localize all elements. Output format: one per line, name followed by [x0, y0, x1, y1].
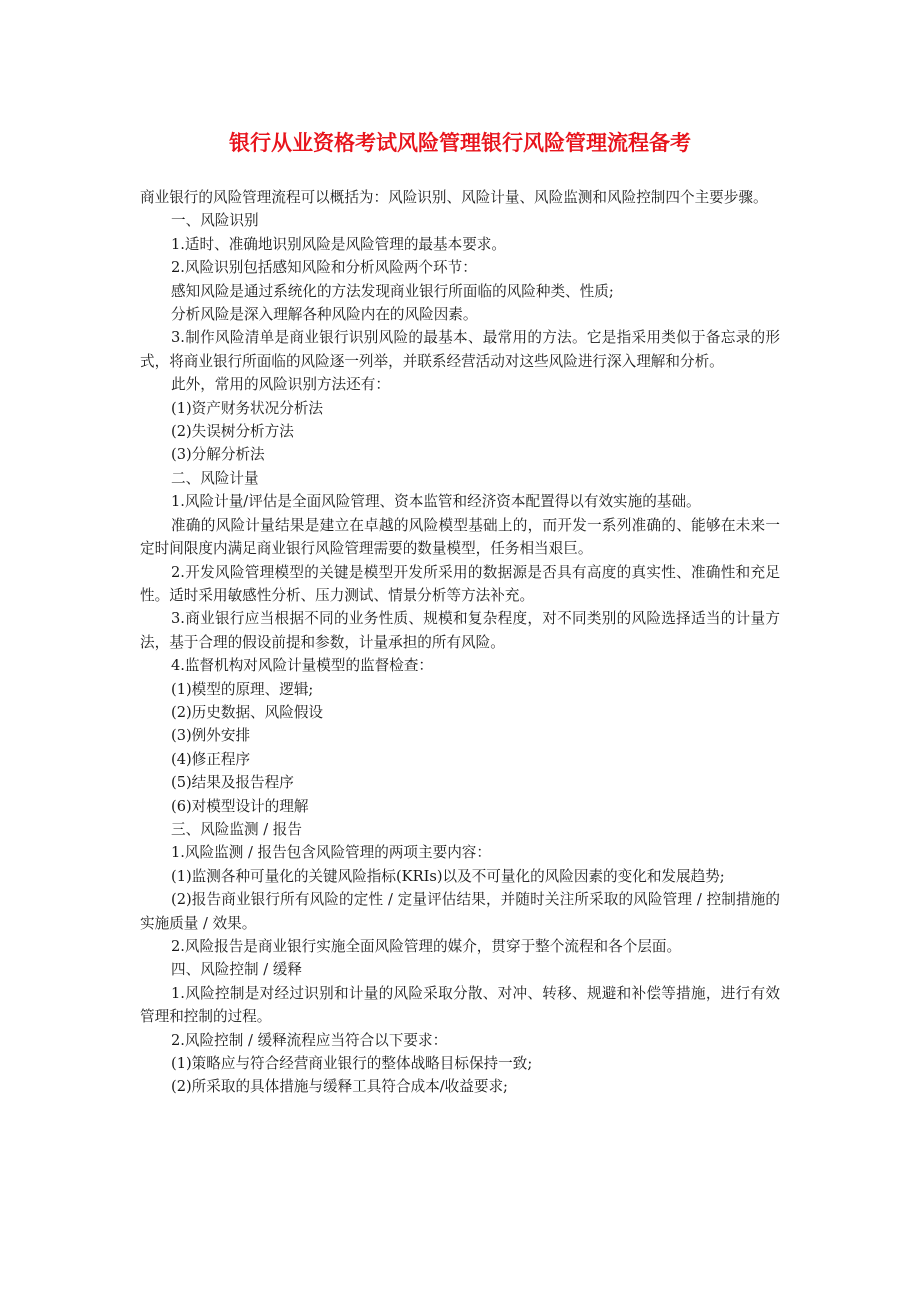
paragraph: (1)模型的原理、逻辑; — [171, 680, 314, 698]
paragraph: 2.开发风险管理模型的关键是模型开发所采用的数据源是否具有高度的真实性、准确性和充足性。适时采用敏感性分析、压力测试、情景分析等方法补充。 — [140, 563, 780, 604]
paragraph: 二、风险计量 — [171, 469, 259, 487]
paragraph: (1)策略应与符合经营商业银行的整体战略目标保持一致; — [171, 1055, 533, 1073]
paragraph: 3.商业银行应当根据不同的业务性质、规模和复杂程度，对不同类别的风险选择适当的计量方法，基于合理的假设前提和参数，计量承担的所有风险。 — [140, 610, 780, 651]
paragraph: 2.风险报告是商业银行实施全面风险管理的媒介，贯穿于整个流程和各个层面。 — [171, 938, 682, 955]
paragraph: (2)失误树分析方法 — [171, 423, 294, 441]
paragraph: 商业银行的风险管理流程可以概括为：风险识别、风险计量、风险监测和风险控制四个主要步骤。 — [140, 189, 768, 206]
paragraph: (5)结果及报告程序 — [171, 774, 294, 792]
paragraph: 1.风险控制是对经过识别和计量的风险采取分散、对冲、转移、规避和补偿等措施，进行有效管理和控制的过程。 — [140, 984, 780, 1026]
paragraph: 3.制作风险清单是商业银行识别风险的最基本、最常用的方法。它是指采用类似于备忘录的形式，将商业银行所面临的风险逐一列举，并联系经营活动对这些风险进行深入理解和分析。 — [140, 329, 780, 370]
document-title: 银行从业资格考试风险管理银行风险管理流程备考 — [229, 131, 691, 155]
paragraph: (1)监测各种可量化的关键风险指标(KRIs)以及不可量化的风险因素的变化和发展趋势; — [171, 867, 725, 885]
paragraph: 此外，常用的风险识别方法还有： — [171, 376, 390, 394]
paragraph: (6)对模型设计的理解 — [171, 797, 309, 815]
paragraph: 1.风险计量/评估是全面风险管理、资本监管和经济资本配置得以有效实施的基础。 — [171, 493, 701, 511]
paragraph: 准确的风险计量结果是建立在卓越的风险模型基础上的，而开发一系列准确的、能够在未来一定时间限度内满足商业银行风险管理需要的数量模型，任务相当艰巨。 — [140, 516, 780, 558]
paragraph: (2)报告商业银行所有风险的定性 / 定量评估结果，并随时关注所采取的风险管理 / 控制措施的实施质量 / 效果。 — [140, 891, 780, 932]
paragraph: 2.风险控制 / 缓释流程应当符合以下要求： — [171, 1031, 448, 1049]
document-body — [140, 186, 780, 1099]
paragraph: 分析风险是深入理解各种风险内在的风险因素。 — [171, 306, 478, 324]
paragraph: 1.风险监测 / 报告包含风险管理的两项主要内容： — [171, 844, 491, 862]
paragraph: 四、风险控制 / 缓释 — [171, 961, 302, 979]
paragraph: 感知风险是通过系统化的方法发现商业银行所面临的风险种类、性质; — [171, 282, 614, 300]
paragraph: 三、风险监测 / 报告 — [171, 820, 302, 838]
paragraph: 4.监督机构对风险计量模型的监督检查： — [171, 657, 434, 675]
paragraph: (1)资产财务状况分析法 — [171, 399, 324, 417]
paragraph: (4)修正程序 — [171, 750, 251, 768]
paragraph: 1.适时、准确地识别风险是风险管理的最基本要求。 — [171, 235, 506, 253]
paragraph: (3)分解分析法 — [171, 446, 265, 464]
paragraph: 2.风险识别包括感知风险和分析风险两个环节： — [171, 259, 477, 277]
paragraph: 一、风险识别 — [171, 212, 259, 230]
paragraph: (2)所采取的具体措施与缓释工具符合成本/收益要求; — [171, 1078, 508, 1096]
paragraph: (2)历史数据、风险假设 — [171, 703, 324, 721]
paragraph: (3)例外安排 — [171, 727, 251, 745]
